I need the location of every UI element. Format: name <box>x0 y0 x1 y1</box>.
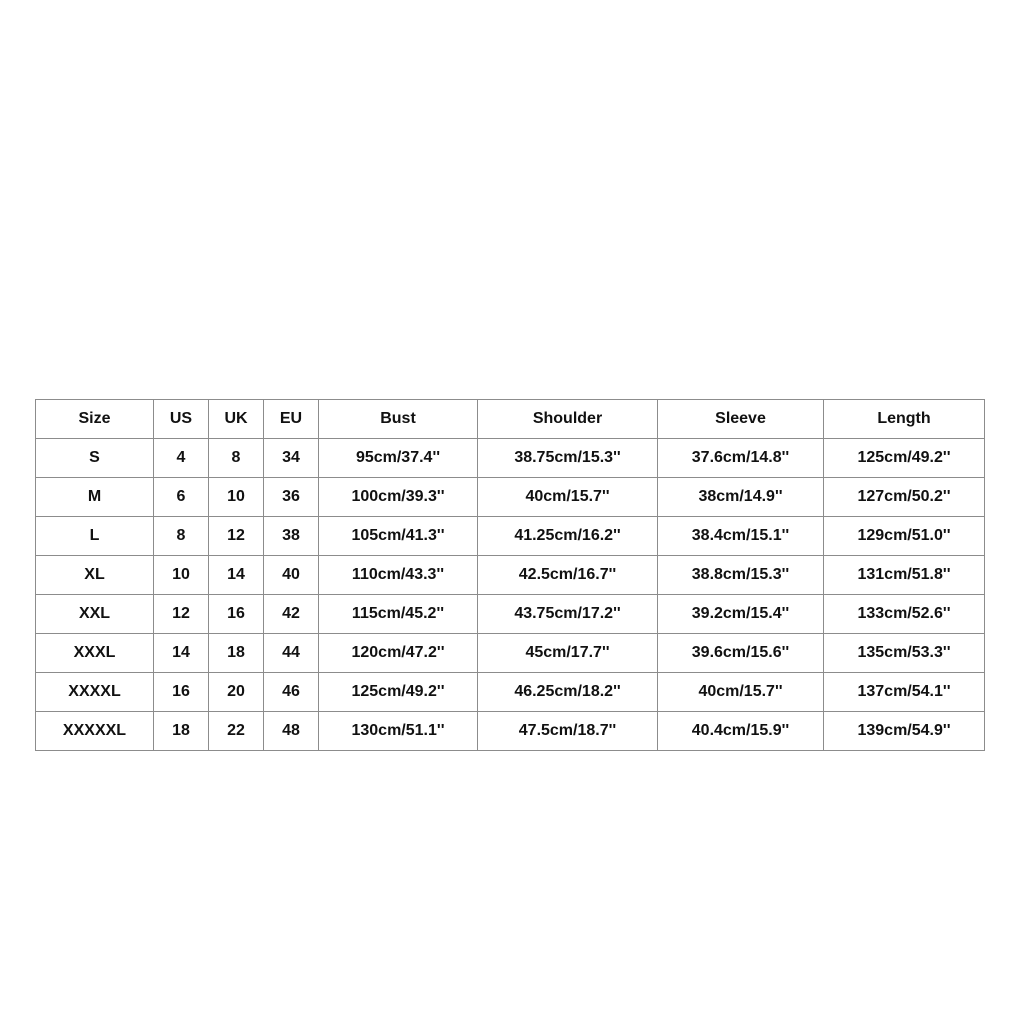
table-cell: 14 <box>209 556 264 595</box>
table-cell: 4 <box>154 439 209 478</box>
table-row <box>36 712 985 751</box>
table-cell: 42.5cm/16.7'' <box>478 556 658 595</box>
header-cell: Size <box>36 400 154 439</box>
table-cell: 8 <box>154 517 209 556</box>
table-cell: 42 <box>264 595 319 634</box>
table-cell: S <box>36 439 154 478</box>
table-cell: 8 <box>209 439 264 478</box>
table-cell: 10 <box>209 478 264 517</box>
table-cell: 40cm/15.7'' <box>478 478 658 517</box>
table-cell: 133cm/52.6'' <box>824 595 985 634</box>
table-cell: 43.75cm/17.2'' <box>478 595 658 634</box>
table-cell: 36 <box>264 478 319 517</box>
table-cell: 18 <box>154 712 209 751</box>
table-row <box>36 673 985 712</box>
table-cell: 125cm/49.2'' <box>319 673 478 712</box>
table-row <box>36 556 985 595</box>
table-cell: 38cm/14.9'' <box>658 478 824 517</box>
table-cell: 41.25cm/16.2'' <box>478 517 658 556</box>
table-cell: 39.6cm/15.6'' <box>658 634 824 673</box>
table-cell: 110cm/43.3'' <box>319 556 478 595</box>
table-cell: 47.5cm/18.7'' <box>478 712 658 751</box>
table-cell: 115cm/45.2'' <box>319 595 478 634</box>
table-cell: 120cm/47.2'' <box>319 634 478 673</box>
table-cell: 12 <box>154 595 209 634</box>
header-cell: UK <box>209 400 264 439</box>
table-cell: XXXL <box>36 634 154 673</box>
table-row <box>36 478 985 517</box>
table-cell: M <box>36 478 154 517</box>
table-cell: 39.2cm/15.4'' <box>658 595 824 634</box>
table-cell: 38.8cm/15.3'' <box>658 556 824 595</box>
table-cell: 95cm/37.4'' <box>319 439 478 478</box>
table-cell: 20 <box>209 673 264 712</box>
table-cell: 45cm/17.7'' <box>478 634 658 673</box>
table-cell: 44 <box>264 634 319 673</box>
table-cell: XXL <box>36 595 154 634</box>
table-cell: 125cm/49.2'' <box>824 439 985 478</box>
table-row <box>36 595 985 634</box>
table-cell: 105cm/41.3'' <box>319 517 478 556</box>
header-cell: Shoulder <box>478 400 658 439</box>
header-cell: Length <box>824 400 985 439</box>
table-cell: 38.75cm/15.3'' <box>478 439 658 478</box>
table-cell: 131cm/51.8'' <box>824 556 985 595</box>
table-cell: 38.4cm/15.1'' <box>658 517 824 556</box>
table-cell: 100cm/39.3'' <box>319 478 478 517</box>
table-cell: XL <box>36 556 154 595</box>
header-cell: Bust <box>319 400 478 439</box>
size-rows <box>36 439 985 751</box>
table-row <box>36 439 985 478</box>
header-row <box>36 400 985 439</box>
table-cell: 137cm/54.1'' <box>824 673 985 712</box>
table-cell: XXXXXL <box>36 712 154 751</box>
table-cell: 18 <box>209 634 264 673</box>
table-cell: 37.6cm/14.8'' <box>658 439 824 478</box>
table-cell: 46.25cm/18.2'' <box>478 673 658 712</box>
table-cell: 129cm/51.0'' <box>824 517 985 556</box>
table-cell: 40.4cm/15.9'' <box>658 712 824 751</box>
table-cell: 130cm/51.1'' <box>319 712 478 751</box>
table-cell: 46 <box>264 673 319 712</box>
table-cell: 10 <box>154 556 209 595</box>
header-cell: US <box>154 400 209 439</box>
table-row <box>36 517 985 556</box>
table-cell: 135cm/53.3'' <box>824 634 985 673</box>
table-cell: 16 <box>154 673 209 712</box>
table-cell: L <box>36 517 154 556</box>
table-cell: 127cm/50.2'' <box>824 478 985 517</box>
table-cell: 48 <box>264 712 319 751</box>
table-cell: 16 <box>209 595 264 634</box>
table-cell: 12 <box>209 517 264 556</box>
table-cell: 22 <box>209 712 264 751</box>
table-cell: 40cm/15.7'' <box>658 673 824 712</box>
table-cell: 34 <box>264 439 319 478</box>
table-row <box>36 634 985 673</box>
table-cell: 40 <box>264 556 319 595</box>
table-cell: 139cm/54.9'' <box>824 712 985 751</box>
table-cell: 6 <box>154 478 209 517</box>
table-cell: 14 <box>154 634 209 673</box>
size-chart-table <box>35 399 985 751</box>
table-cell: 38 <box>264 517 319 556</box>
header-cell: Sleeve <box>658 400 824 439</box>
table-cell: XXXXL <box>36 673 154 712</box>
header-cell: EU <box>264 400 319 439</box>
